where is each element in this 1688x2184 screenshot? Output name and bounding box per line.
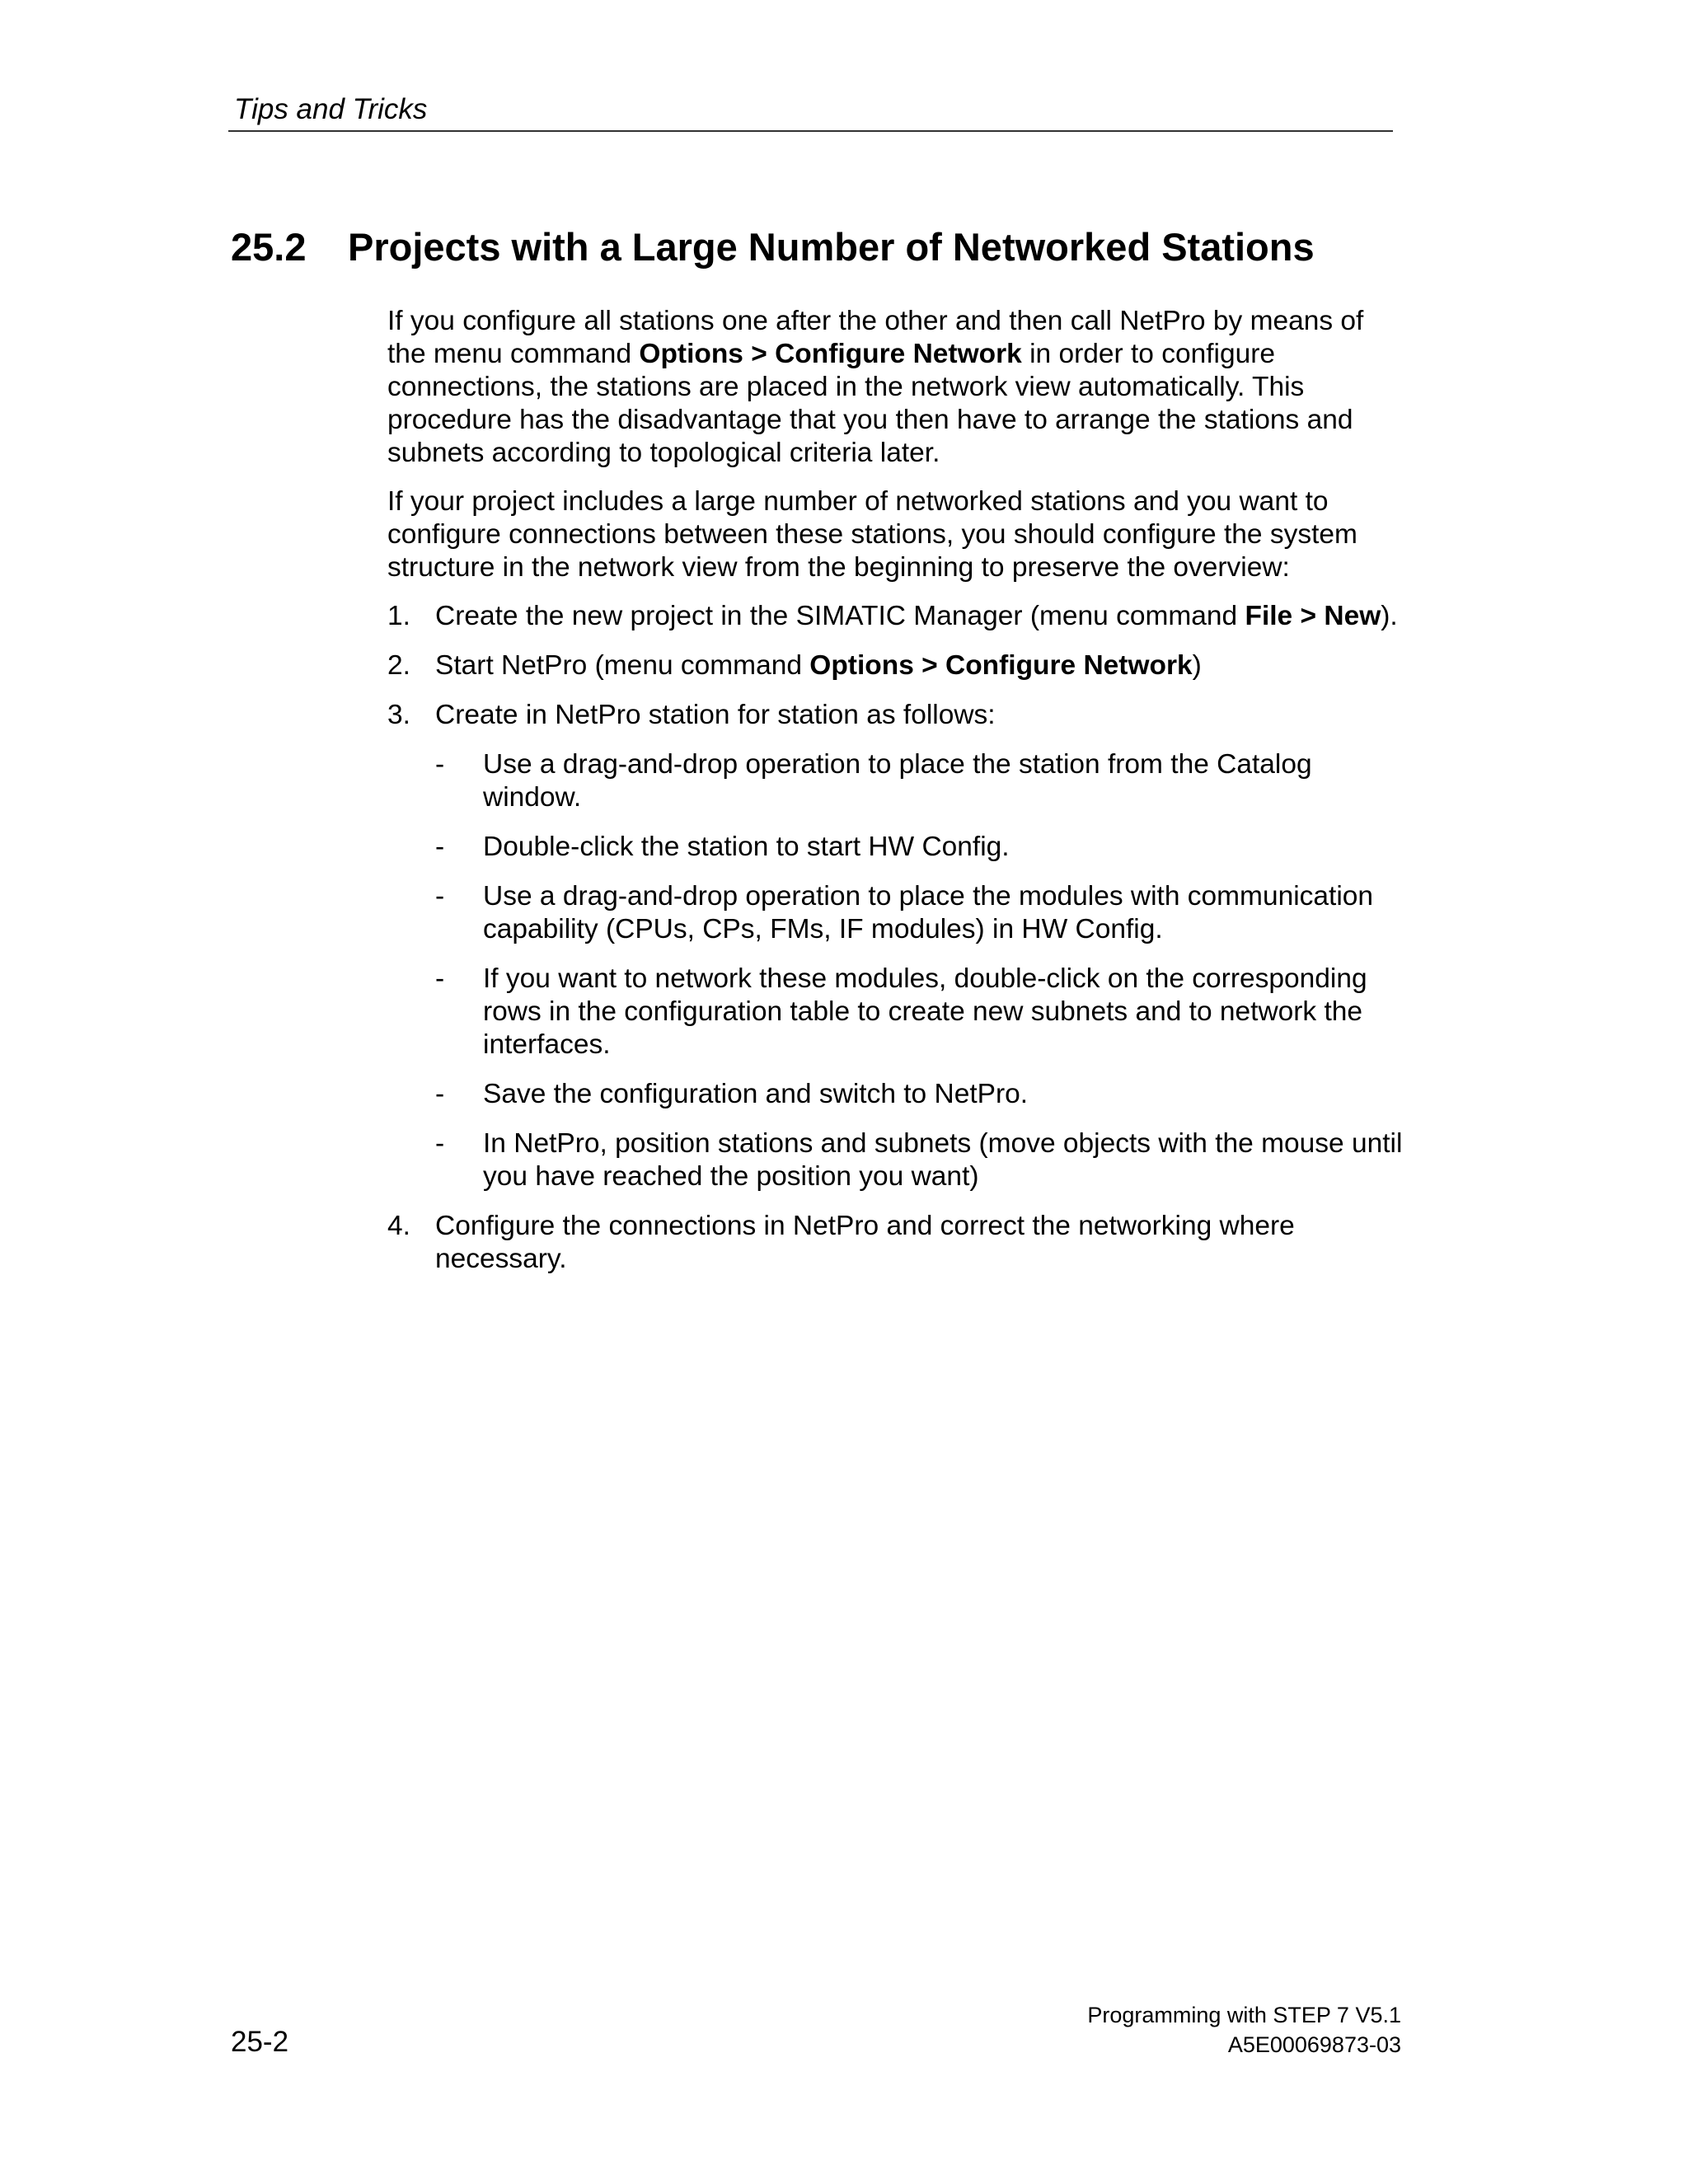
substep-item (387, 748, 1409, 814)
substep-item (387, 880, 1409, 946)
footer-document-number: A5E00069873-03 (1227, 2032, 1401, 2057)
intro-paragraph-1 (387, 305, 1409, 470)
substep-text: Double-click the station to start HW Config. (483, 832, 1010, 862)
dash-bullet: - (435, 963, 445, 994)
intro-paragraph-1-text-before: If you configure all stations one after the other and then call NetPro by means of the menu command (387, 306, 1364, 369)
running-header (228, 89, 1393, 132)
substep-text: In NetPro, position stations and subnets (move objects with the mouse until you have reached the position you want) (483, 1128, 1403, 1192)
step-number: 2. (387, 650, 410, 681)
menu-command-options-configure-network: Options > Configure Network (809, 650, 1193, 681)
section-heading (231, 224, 1315, 270)
intro-paragraph-2: If your project includes a large number of networked stations and you want to configure connections between these stations, you should configure the system structure in the network view from the beginning to preserve the overview: (387, 486, 1357, 583)
step-text-after: ). (1381, 601, 1398, 631)
substep-text: Use a drag-and-drop operation to place the modules with communication capability (CPUs, CPs, FMs, IF modules) in HW Config. (483, 881, 1374, 944)
step-text: Create in NetPro station for station as follows: (435, 700, 996, 730)
step-text-before: Start NetPro (menu command (435, 650, 810, 681)
step-text: Configure the connections in NetPro and correct the networking where necessary. (435, 1211, 1295, 1274)
dash-bullet: - (435, 881, 445, 912)
step-text-before: Create the new project in the SIMATIC Manager (menu command (435, 601, 1245, 631)
section-title: Projects with a Large Number of Networked Stations (348, 225, 1315, 269)
dash-bullet: - (435, 1079, 445, 1109)
substep-text: Use a drag-and-drop operation to place the station from the Catalog window. (483, 749, 1312, 813)
body-content (387, 305, 1409, 1292)
menu-command-file-new: File > New (1245, 601, 1381, 631)
step-1 (387, 600, 1409, 633)
step-4 (387, 1210, 1409, 1276)
step-text-after: ) (1192, 650, 1202, 681)
substep-item (387, 1078, 1409, 1111)
step-number: 3. (387, 700, 410, 730)
dash-bullet: - (435, 1128, 445, 1159)
substep-item (387, 1127, 1409, 1193)
step-2 (387, 649, 1409, 682)
step-3 (387, 699, 1409, 732)
section-number: 25.2 (231, 225, 307, 269)
menu-command-options-configure-network: Options > Configure Network (639, 339, 1022, 369)
step-number: 1. (387, 601, 410, 631)
substep-item (387, 963, 1409, 1062)
dash-bullet: - (435, 832, 445, 862)
step-number: 4. (387, 1211, 410, 1241)
substep-text: Save the configuration and switch to NetPro. (483, 1079, 1029, 1109)
intro-paragraph-1-text-after: in order to configure connections, the stations are placed in the network view automatically. This procedure has the disadvantage that you then have to arrange the stations and subnets according to topological criteria later. (387, 339, 1353, 468)
running-header-title: Tips and Tricks (234, 93, 428, 125)
substep-text: If you want to network these modules, double-click on the corresponding rows in the configuration table to create new subnets and to network the interfaces. (483, 963, 1367, 1060)
substep-item (387, 831, 1409, 864)
dash-bullet: - (435, 749, 445, 780)
footer-page-number: 25-2 (231, 2026, 289, 2058)
footer-manual-title: Programming with STEP 7 V5.1 (1087, 2003, 1401, 2027)
